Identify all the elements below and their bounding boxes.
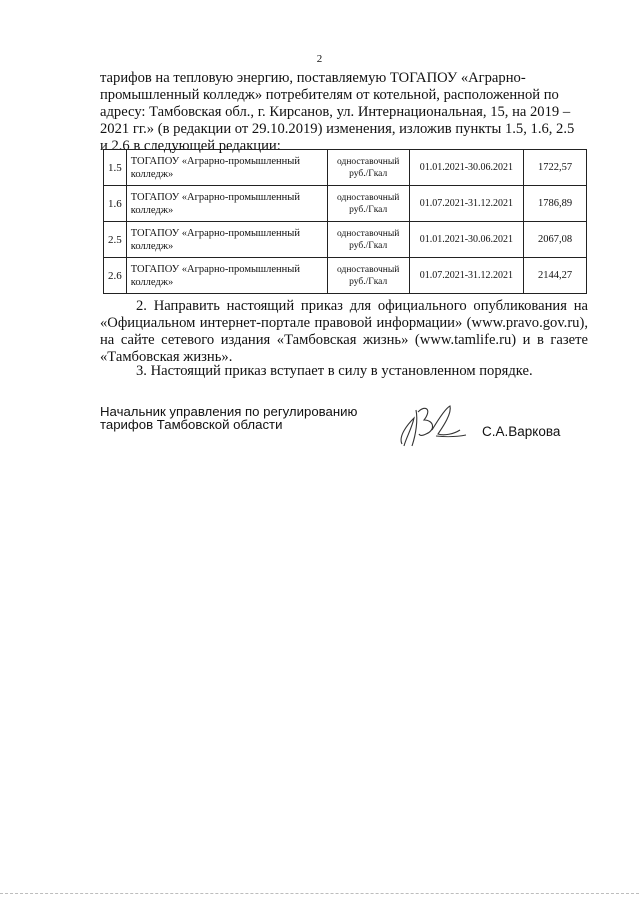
organization-name-line: колледж» xyxy=(130,204,174,216)
organization-name-line: колледж» xyxy=(130,240,174,252)
table-row xyxy=(104,258,587,294)
signatory-title-line: Начальник управления по регулированию xyxy=(100,404,358,419)
organization-name-line: ТОГАПОУ «Аграрно-промышленный xyxy=(130,263,300,275)
table-row xyxy=(104,150,587,186)
rate-type xyxy=(327,186,409,222)
rate-type xyxy=(327,258,409,294)
rate-type-line: одноставочный xyxy=(337,156,400,167)
organization-name-line: колледж» xyxy=(130,276,174,288)
organization-name-line: ТОГАПОУ «Аграрно-промышленный xyxy=(130,155,300,167)
intro-line: тарифов на тепловую энергию, поставляемую ТОГАПОУ «Аграрно- xyxy=(100,70,526,86)
tariff-value: 1722,57 xyxy=(524,150,587,186)
rate-unit-line: руб./Гкал xyxy=(349,240,388,251)
intro-line: адресу: Тамбовская обл., г. Кирсанов, ул. Интернациональная, 15, на 2019 – xyxy=(100,104,571,120)
organization-name-line: ТОГАПОУ «Аграрно-промышленный xyxy=(130,227,300,239)
signatory-title xyxy=(100,405,357,431)
page-number: 2 xyxy=(316,53,323,65)
rate-type-line: одноставочный xyxy=(337,228,400,239)
period: 01.07.2021-31.12.2021 xyxy=(409,258,524,294)
tariff-value: 1786,89 xyxy=(524,186,587,222)
rate-type-line: одноставочный xyxy=(337,192,400,203)
signatory-title-line: тарифов Тамбовской области xyxy=(100,417,283,432)
scan-edge-divider xyxy=(0,893,639,894)
row-number: 2.6 xyxy=(104,258,127,294)
intro-paragraph xyxy=(100,70,588,155)
organization-name-line: колледж» xyxy=(130,168,174,180)
organization-name-line: ТОГАПОУ «Аграрно-промышленный xyxy=(130,191,300,203)
organization-name xyxy=(126,186,327,222)
row-number: 1.5 xyxy=(104,150,127,186)
row-number: 1.6 xyxy=(104,186,127,222)
period: 01.01.2021-30.06.2021 xyxy=(409,222,524,258)
handwritten-signature xyxy=(392,400,472,450)
organization-name xyxy=(126,222,327,258)
rate-unit-line: руб./Гкал xyxy=(349,276,388,287)
period: 01.07.2021-31.12.2021 xyxy=(409,186,524,222)
row-number: 2.5 xyxy=(104,222,127,258)
table-row xyxy=(104,186,587,222)
rate-type xyxy=(327,222,409,258)
tariff-value: 2067,08 xyxy=(524,222,587,258)
intro-line: 2021 гг.» (в редакции от 29.10.2019) изменения, изложив пункты 1.5, 1.6, 2.5 xyxy=(100,121,575,137)
table-row xyxy=(104,222,587,258)
organization-name xyxy=(126,258,327,294)
paragraph-effective: 3. Настоящий приказ вступает в силу в установленном порядке. xyxy=(136,363,533,379)
organization-name xyxy=(126,150,327,186)
rate-type xyxy=(327,150,409,186)
rate-type-line: одноставочный xyxy=(337,264,400,275)
tariff-table xyxy=(103,149,587,294)
intro-line: и 2.6 в следующей редакции: xyxy=(100,138,281,154)
rate-unit-line: руб./Гкал xyxy=(349,168,388,179)
rate-unit-line: руб./Гкал xyxy=(349,204,388,215)
intro-line: промышленный колледж» потребителям от котельной, расположенной по xyxy=(100,87,559,103)
tariff-value: 2144,27 xyxy=(524,258,587,294)
signatory-name: С.А.Варкова xyxy=(482,424,561,439)
paragraph-publication: 2. Направить настоящий приказ для официального опубликования на «Официальном интернет-портале правовой информации» (www.pravo.gov.ru), на сайте сетевого издания «Тамбовская жизнь» (www.tamlife.ru) и в газете «Тамбовская жизнь». xyxy=(100,298,588,365)
period: 01.01.2021-30.06.2021 xyxy=(409,150,524,186)
